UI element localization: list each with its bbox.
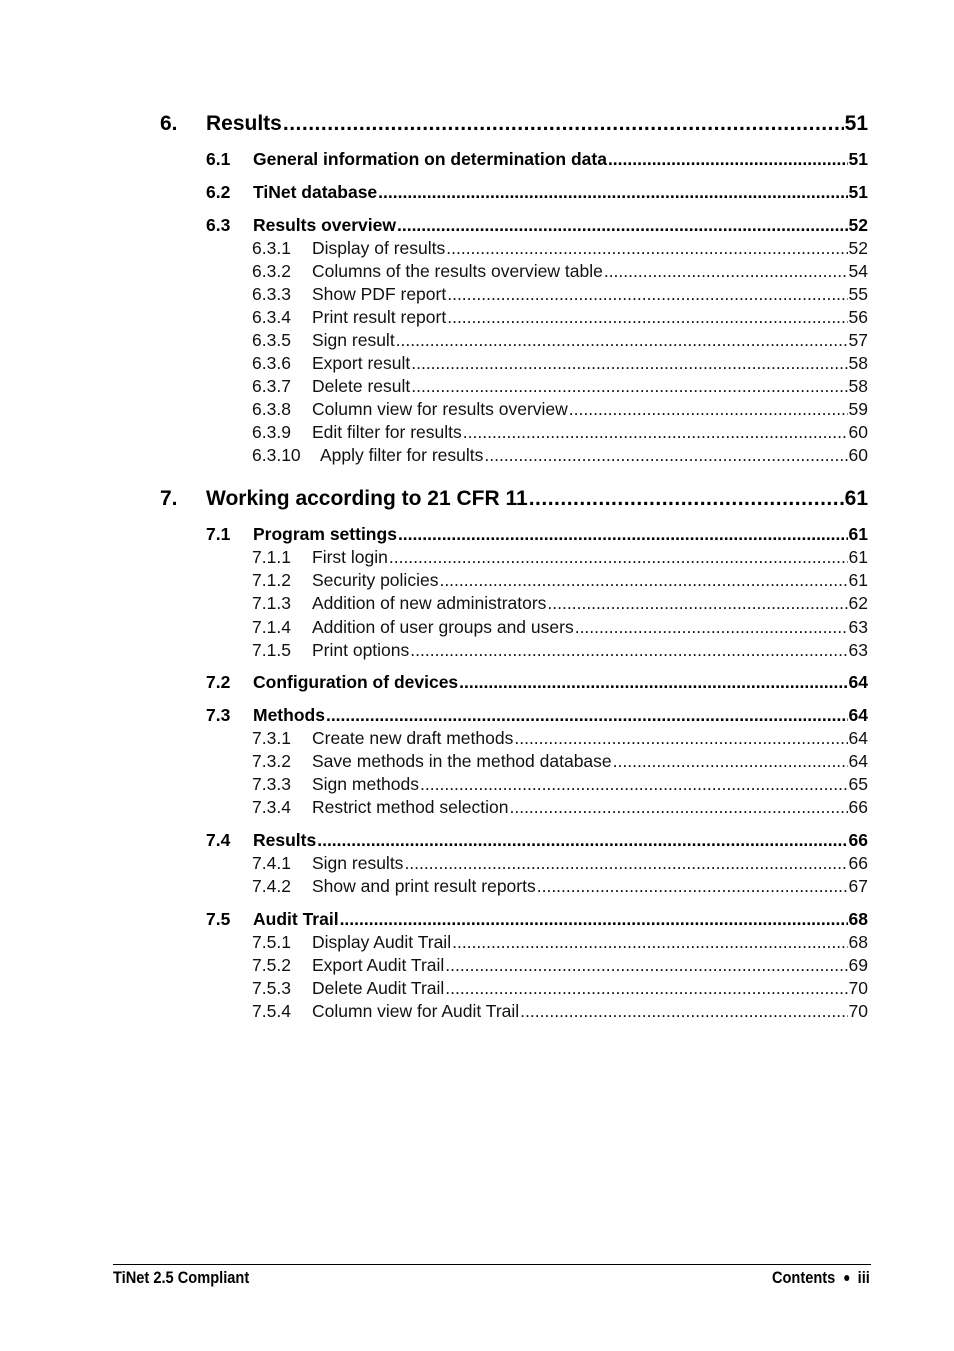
toc-entry-page-number: 68 [848, 932, 868, 952]
toc-entry-page-number: 69 [848, 955, 868, 975]
toc-entry-title: Apply filter for results [320, 445, 484, 465]
toc-entry-number: 7.1.1 [252, 547, 291, 567]
toc-entry-title: Print result report [312, 307, 447, 327]
dot-leader [398, 524, 848, 545]
dot-leader [445, 978, 847, 999]
toc-entry-title: First login [312, 547, 388, 567]
toc-entry-sub[interactable] [252, 238, 868, 259]
dot-leader [613, 751, 848, 772]
toc-entry-page-number: 66 [848, 797, 868, 817]
toc-entry-sub[interactable] [252, 955, 868, 976]
dot-leader [447, 284, 847, 305]
toc-entry-title: Columns of the results overview table [312, 261, 603, 281]
toc-entry-sub[interactable] [252, 353, 868, 374]
toc-entry-sub[interactable] [252, 774, 868, 795]
toc-entry-page-number: 54 [848, 261, 868, 281]
dot-leader [439, 570, 847, 591]
dot-leader [529, 487, 844, 511]
toc-entry-number: 6.3 [206, 215, 231, 235]
toc-entry-title: Program settings [253, 524, 397, 544]
toc-entry-page-number: 64 [848, 705, 868, 725]
toc-entry-number: 7.5.2 [252, 955, 291, 975]
toc-entry-title: Addition of new administrators [312, 593, 547, 613]
toc-entry-number: 6.3.2 [252, 261, 291, 281]
toc-entry-title: Save methods in the method database [312, 751, 612, 771]
toc-entry-page-number: 61 [848, 570, 868, 590]
toc-entry-section[interactable] [206, 524, 868, 545]
dot-leader [514, 728, 847, 749]
toc-entry-section[interactable] [206, 215, 868, 236]
toc-entry-number: 7.1.4 [252, 617, 291, 637]
toc-entry-title: Security policies [312, 570, 439, 590]
dot-leader [604, 261, 848, 282]
dot-leader [283, 112, 844, 136]
toc-entry-page-number: 67 [848, 876, 868, 896]
toc-entry-page-number: 51 [844, 112, 868, 135]
toc-entry-title: Column view for Audit Trail [312, 1001, 520, 1021]
dot-leader [410, 640, 847, 661]
toc-entry-number: 6.2 [206, 182, 231, 202]
toc-entry-title: Export Audit Trail [312, 955, 445, 975]
toc-entry-chapter[interactable] [160, 112, 868, 136]
dot-leader [317, 830, 847, 851]
toc-entry-page-number: 61 [848, 547, 868, 567]
toc-entry-title: Results overview [253, 215, 396, 235]
toc-entry-page-number: 65 [848, 774, 868, 794]
toc-entry-section[interactable] [206, 830, 868, 851]
toc-entry-section[interactable] [206, 149, 868, 170]
toc-entry-number: 7.1 [206, 524, 231, 544]
dot-leader [452, 932, 847, 953]
dot-leader [537, 876, 848, 897]
toc-entry-sub[interactable] [252, 376, 868, 397]
toc-entry-number: 7.1.3 [252, 593, 291, 613]
toc-entry-number: 6. [160, 112, 178, 135]
toc-entry-page-number: 64 [848, 728, 868, 748]
toc-entry-number: 7.5 [206, 909, 231, 929]
toc-entry-title: Delete Audit Trail [312, 978, 445, 998]
toc-entry-page-number: 52 [848, 238, 868, 258]
toc-entry-sub[interactable] [252, 593, 868, 614]
toc-entry-page-number: 51 [848, 149, 868, 169]
toc-entry-sub[interactable] [252, 751, 868, 772]
toc-entry-sub[interactable] [252, 617, 868, 638]
toc-entry-title: TiNet database [253, 182, 378, 202]
dot-leader [446, 238, 847, 259]
toc-entry-sub[interactable] [252, 399, 868, 420]
toc-entry-title: Display of results [312, 238, 446, 258]
toc-entry-number: 7.5.1 [252, 932, 291, 952]
toc-entry-page-number: 63 [848, 617, 868, 637]
dot-leader [326, 705, 848, 726]
toc-entry-title: Display Audit Trail [312, 932, 452, 952]
toc-entry-title: General information on determination data [253, 149, 607, 169]
dot-leader [340, 909, 848, 930]
toc-entry-sub[interactable] [252, 728, 868, 749]
toc-entry-sub[interactable] [252, 932, 868, 953]
toc-entry-page-number: 55 [848, 284, 868, 304]
toc-entry-number: 7.3.2 [252, 751, 291, 771]
dot-leader [520, 1001, 847, 1022]
dot-leader [411, 353, 847, 374]
toc-entry-number: 6.3.4 [252, 307, 291, 327]
toc-entry-title: Print options [312, 640, 410, 660]
toc-entry-number: 7.4.2 [252, 876, 291, 896]
toc-entry-number: 6.3.10 [252, 445, 301, 465]
toc-entry-title: Sign methods [312, 774, 420, 794]
toc-entry-number: 6.3.9 [252, 422, 291, 442]
toc-entry-number: 6.3.1 [252, 238, 291, 258]
footer-divider [113, 1264, 871, 1265]
footer-page-number: iii [857, 1268, 870, 1287]
toc-entry-number: 6.3.5 [252, 330, 291, 350]
toc-entry-page-number: 59 [848, 399, 868, 419]
toc-entry-page-number: 70 [848, 1001, 868, 1021]
toc-entry-title: Configuration of devices [253, 672, 459, 692]
toc-entry-title: Export result [312, 353, 411, 373]
toc-entry-title: Addition of user groups and users [312, 617, 574, 637]
toc-entry-sub[interactable] [252, 797, 868, 818]
footer-page-info [772, 1268, 870, 1288]
toc-entry-sub[interactable] [252, 547, 868, 568]
dot-leader [459, 672, 847, 693]
toc-entry-page-number: 63 [848, 640, 868, 660]
toc-entry-title: Delete result [312, 376, 411, 396]
toc-entry-page-number: 70 [848, 978, 868, 998]
toc-entry-title: Restrict method selection [312, 797, 509, 817]
toc-entry-number: 6.1 [206, 149, 231, 169]
toc-entry-number: 7.1.2 [252, 570, 291, 590]
toc-entry-section[interactable] [206, 909, 868, 930]
toc-entry-title: Results [206, 112, 282, 135]
dot-leader [484, 445, 847, 466]
toc-entry-title: Create new draft methods [312, 728, 514, 748]
dot-leader [389, 547, 848, 568]
toc-entry-title: Edit filter for results [312, 422, 462, 442]
toc-entry-title: Sign results [312, 853, 404, 873]
toc-entry-number: 7.3.4 [252, 797, 291, 817]
toc-entry-page-number: 68 [848, 909, 868, 929]
dot-leader [575, 617, 848, 638]
dot-leader [608, 149, 848, 170]
toc-entry-number: 7.4.1 [252, 853, 291, 873]
toc-entry-sub[interactable] [252, 307, 868, 328]
toc-entry-page-number: 51 [848, 182, 868, 202]
dot-leader [569, 399, 848, 420]
dot-leader [411, 376, 847, 397]
toc-entry-page-number: 58 [848, 376, 868, 396]
toc-entry-number: 6.3.8 [252, 399, 291, 419]
toc-entry-page-number: 52 [848, 215, 868, 235]
toc-entry-sub[interactable] [252, 876, 868, 897]
toc-entry-sub[interactable] [252, 261, 868, 282]
toc-entry-sub[interactable] [252, 445, 868, 466]
toc-entry-number: 7.1.5 [252, 640, 291, 660]
toc-entry-sub[interactable] [252, 330, 868, 351]
dot-leader [463, 422, 848, 443]
toc-entry-number: 6.3.3 [252, 284, 291, 304]
toc-entry-number: 7.5.3 [252, 978, 291, 998]
toc-entry-sub[interactable] [252, 570, 868, 591]
dot-leader [445, 955, 847, 976]
toc-entry-number: 7.3.1 [252, 728, 291, 748]
dot-leader [547, 593, 847, 614]
toc-entry-page-number: 61 [844, 487, 868, 510]
toc-entry-page-number: 66 [848, 853, 868, 873]
toc-entry-page-number: 61 [848, 524, 868, 544]
toc-entry-title: Methods [253, 705, 325, 725]
toc-entry-section[interactable] [206, 705, 868, 726]
toc-entry-sub[interactable] [252, 640, 868, 661]
toc-entry-title: Audit Trail [253, 909, 339, 929]
toc-entry-number: 7.3 [206, 705, 231, 725]
toc-entry-page-number: 66 [848, 830, 868, 850]
toc-entry-page-number: 58 [848, 353, 868, 373]
toc-entry-title: Sign result [312, 330, 395, 350]
toc-entry-title: Results [253, 830, 317, 850]
toc-entry-number: 7. [160, 487, 178, 510]
toc-entry-number: 7.5.4 [252, 1001, 291, 1021]
toc-entry-title: Show PDF report [312, 284, 447, 304]
bullet-icon [844, 1275, 849, 1281]
footer-product-name: TiNet 2.5 Compliant [113, 1268, 250, 1287]
toc-entry-title: Show and print result reports [312, 876, 536, 896]
toc-entry-sub[interactable] [252, 978, 868, 999]
toc-entry-number: 6.3.6 [252, 353, 291, 373]
toc-entry-page-number: 60 [848, 445, 868, 465]
toc-entry-section[interactable] [206, 182, 868, 203]
toc-entry-page-number: 60 [848, 422, 868, 442]
dot-leader [509, 797, 847, 818]
toc-entry-sub[interactable] [252, 284, 868, 305]
toc-entry-page-number: 64 [848, 672, 868, 692]
dot-leader [397, 215, 848, 236]
toc-entry-page-number: 62 [848, 593, 868, 613]
dot-leader [396, 330, 848, 351]
footer-section-name: Contents [772, 1268, 836, 1287]
toc-entry-title: Working according to 21 CFR 11 [206, 487, 528, 510]
toc-entry-sub[interactable] [252, 853, 868, 874]
toc-entry-number: 7.4 [206, 830, 231, 850]
dot-leader [378, 182, 847, 203]
dot-leader [447, 307, 847, 328]
toc-entry-title: Column view for results overview [312, 399, 568, 419]
toc-entry-number: 6.3.7 [252, 376, 291, 396]
toc-entry-page-number: 64 [848, 751, 868, 771]
toc-entry-section[interactable] [206, 672, 868, 693]
toc-entry-sub[interactable] [252, 422, 868, 443]
toc-entry-number: 7.3.3 [252, 774, 291, 794]
toc-entry-page-number: 57 [848, 330, 868, 350]
toc-entry-number: 7.2 [206, 672, 231, 692]
toc-entry-page-number: 56 [848, 307, 868, 327]
toc-entry-chapter[interactable] [160, 487, 868, 511]
dot-leader [420, 774, 848, 795]
toc-entry-sub[interactable] [252, 1001, 868, 1022]
dot-leader [404, 853, 847, 874]
